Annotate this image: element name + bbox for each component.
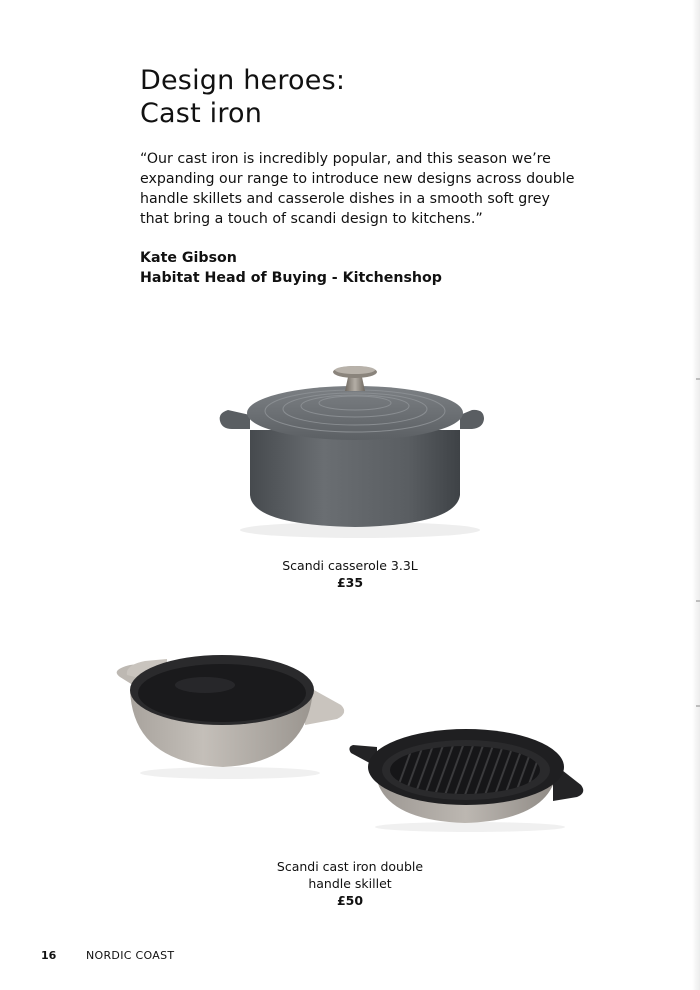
casserole-image bbox=[210, 355, 500, 540]
casserole-caption bbox=[250, 557, 450, 591]
page-number: 16 bbox=[41, 949, 57, 962]
product-name: Scandi casserole 3.3L bbox=[282, 558, 418, 573]
page-title bbox=[140, 64, 345, 130]
page-edge bbox=[692, 0, 700, 990]
buyer-quote: “Our cast iron is incredibly popular, and this season we’re expanding our range to introduce new designs across double handle skillets and casserole dishes in a smooth soft grey that bring a touch of scandi design to kitchens.” bbox=[140, 151, 575, 227]
skillet-caption bbox=[250, 858, 450, 909]
page-edge-mark bbox=[696, 378, 700, 380]
quote-attribution bbox=[140, 248, 442, 288]
product-name-line-2: handle skillet bbox=[308, 876, 392, 891]
page-edge-mark bbox=[696, 600, 700, 602]
product-price: £50 bbox=[336, 893, 364, 908]
attribution-role: Habitat Head of Buying - Kitchenshop bbox=[140, 270, 442, 286]
page-title-line-2: Cast iron bbox=[140, 98, 263, 129]
page-footer bbox=[41, 949, 175, 963]
grill-skillet-image bbox=[345, 715, 595, 835]
publication-name: NORDIC COAST bbox=[86, 949, 175, 962]
double-handle-dish-image bbox=[105, 645, 355, 785]
page-title-line-1: Design heroes: bbox=[140, 65, 346, 96]
page-edge-mark bbox=[696, 705, 700, 707]
product-price: £35 bbox=[336, 575, 364, 590]
product-name-line-1: Scandi cast iron double bbox=[276, 859, 424, 874]
attribution-name: Kate Gibson bbox=[140, 250, 237, 266]
